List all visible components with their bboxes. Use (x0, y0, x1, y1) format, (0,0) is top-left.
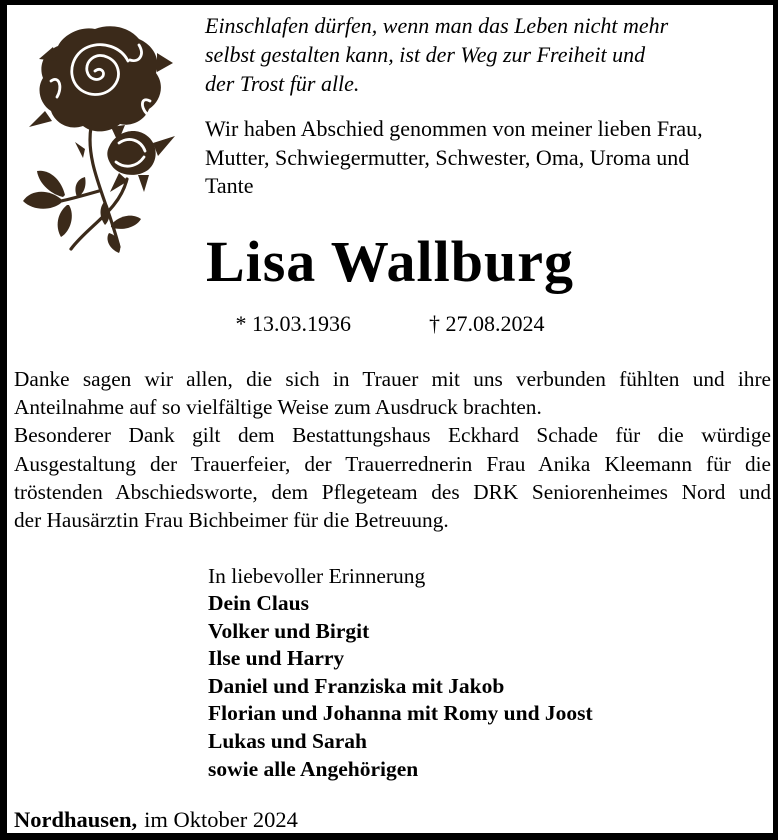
deceased-name: Lisa Wallburg (205, 229, 575, 294)
intro-line: Tante (205, 173, 254, 198)
farewell-intro (205, 115, 770, 201)
thanks-line: tröstenden Abschiedsworte, dem Pflegeteam des DRK Seniorenheimes Nord und (14, 479, 771, 504)
remembrance-heading: In liebevoller Erinnerung (208, 564, 426, 588)
family-names-list (208, 590, 768, 783)
family-name: Daniel und Franziska mit Jakob (208, 673, 505, 698)
thanks-line: Besonderer Dank gilt dem Bestattungshaus Eckhard Schade für die würdige (14, 423, 771, 448)
family-name: Volker und Birgit (208, 618, 370, 643)
thanks-paragraphs (14, 365, 771, 534)
thanks-line: der Hausärztin Frau Bichbeimer für die Betreuung. (14, 508, 449, 533)
rose-illustration (15, 19, 187, 255)
footer-place-date (14, 806, 614, 834)
intro-line: Mutter, Schwiegermutter, Schwester, Oma, Uroma und (205, 144, 690, 170)
life-dates (7, 311, 773, 337)
death-date: † 27.08.2024 (429, 311, 545, 336)
family-name: Florian und Johanna mit Romy und Joost (208, 701, 593, 726)
epigraph-quote (205, 11, 770, 98)
quote-line: selbst gestalten kann, ist der Weg zur Freiheit und (205, 42, 646, 67)
family-name: Ilse und Harry (208, 646, 345, 671)
quote-line: der Trost für alle. (205, 71, 360, 96)
rose-icon (15, 19, 187, 255)
footer-city: Nordhausen, (14, 807, 138, 832)
intro-line: Wir haben Abschied genommen von meiner lieben Frau, (205, 116, 703, 141)
family-name: Lukas und Sarah (208, 728, 367, 753)
family-name: sowie alle Angehörigen (208, 756, 419, 781)
thanks-line: Ausgestaltung der Trauerfeier, der Trauerrednerin Frau Anika Kleemann für die (14, 451, 771, 476)
family-name: Dein Claus (208, 591, 309, 615)
quote-line: Einschlafen dürfen, wenn man das Leben nicht mehr (205, 13, 669, 38)
footer-date: im Oktober 2024 (144, 807, 298, 832)
thanks-line: Anteilnahme auf so vielfältige Weise zum Ausdruck brachten. (14, 395, 542, 420)
thanks-line: Danke sagen wir allen, die sich in Trauer mit uns verbunden fühlten und ihre (14, 367, 771, 391)
birth-date: * 13.03.1936 (235, 311, 351, 336)
